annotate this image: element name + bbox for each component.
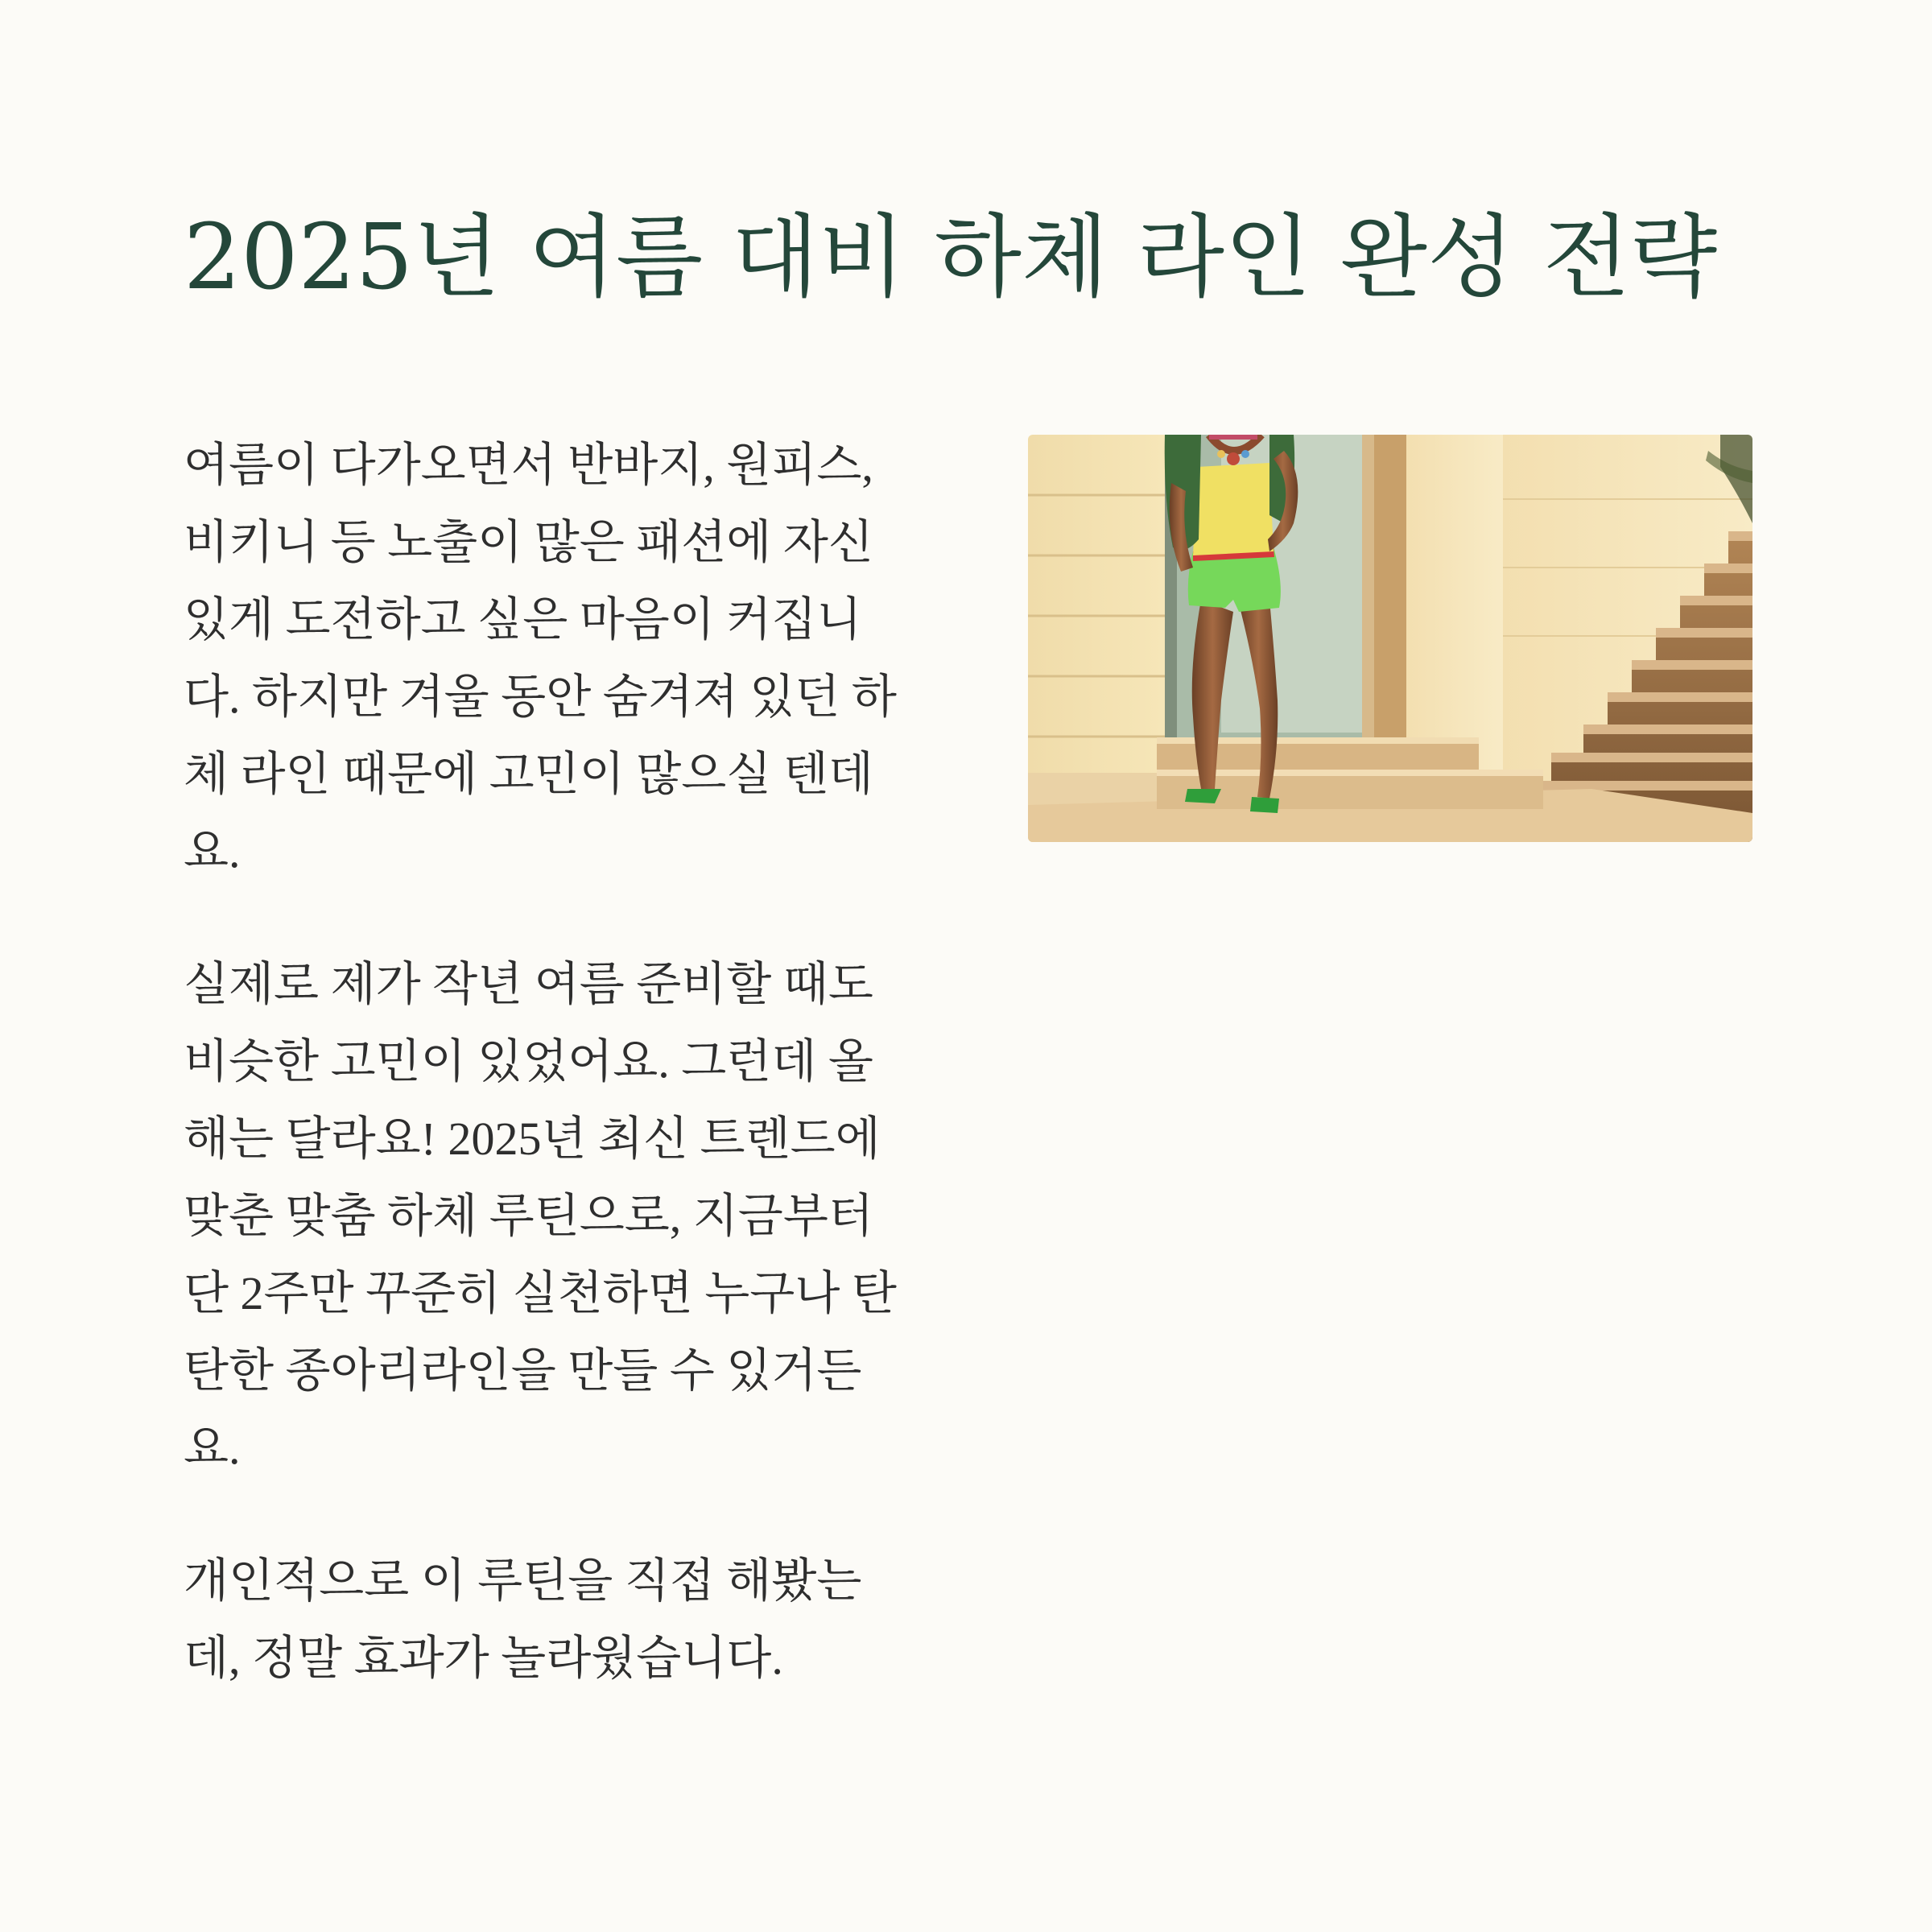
fashion-photo: [1028, 435, 1752, 842]
page-title: 2025년 여름 대비 하체 라인 완성 전략: [184, 205, 1718, 310]
paragraph-intro: 여름이 다가오면서 반바지, 원피스, 비키니 등 노출이 많은 패션에 자신 있게 도전하고 싶은 마음이 커집니다. 하지만 겨울 동안 숨겨져 있던 하체 라인 때문에 고민이 많으실 텐데요.: [184, 439, 897, 877]
paragraph-experience: 실제로 제가 작년 여름 준비할 때도 비슷한 고민이 있었어요. 그런데 올해는 달라요! 2025년 최신 트렌드에 맞춘 맞춤 하체 루틴으로, 지금부터 단 2주만 꾸준히 실천하면 누구나 탄탄한 종아리라인을 만들 수 있거든요.: [184, 958, 897, 1474]
article-body: [184, 427, 908, 1752]
paragraph-review: 개인적으로 이 루틴을 직접 해봤는데, 정말 효과가 놀라웠습니다.: [184, 1554, 862, 1684]
fashion-photo-illustration: [1028, 435, 1752, 842]
